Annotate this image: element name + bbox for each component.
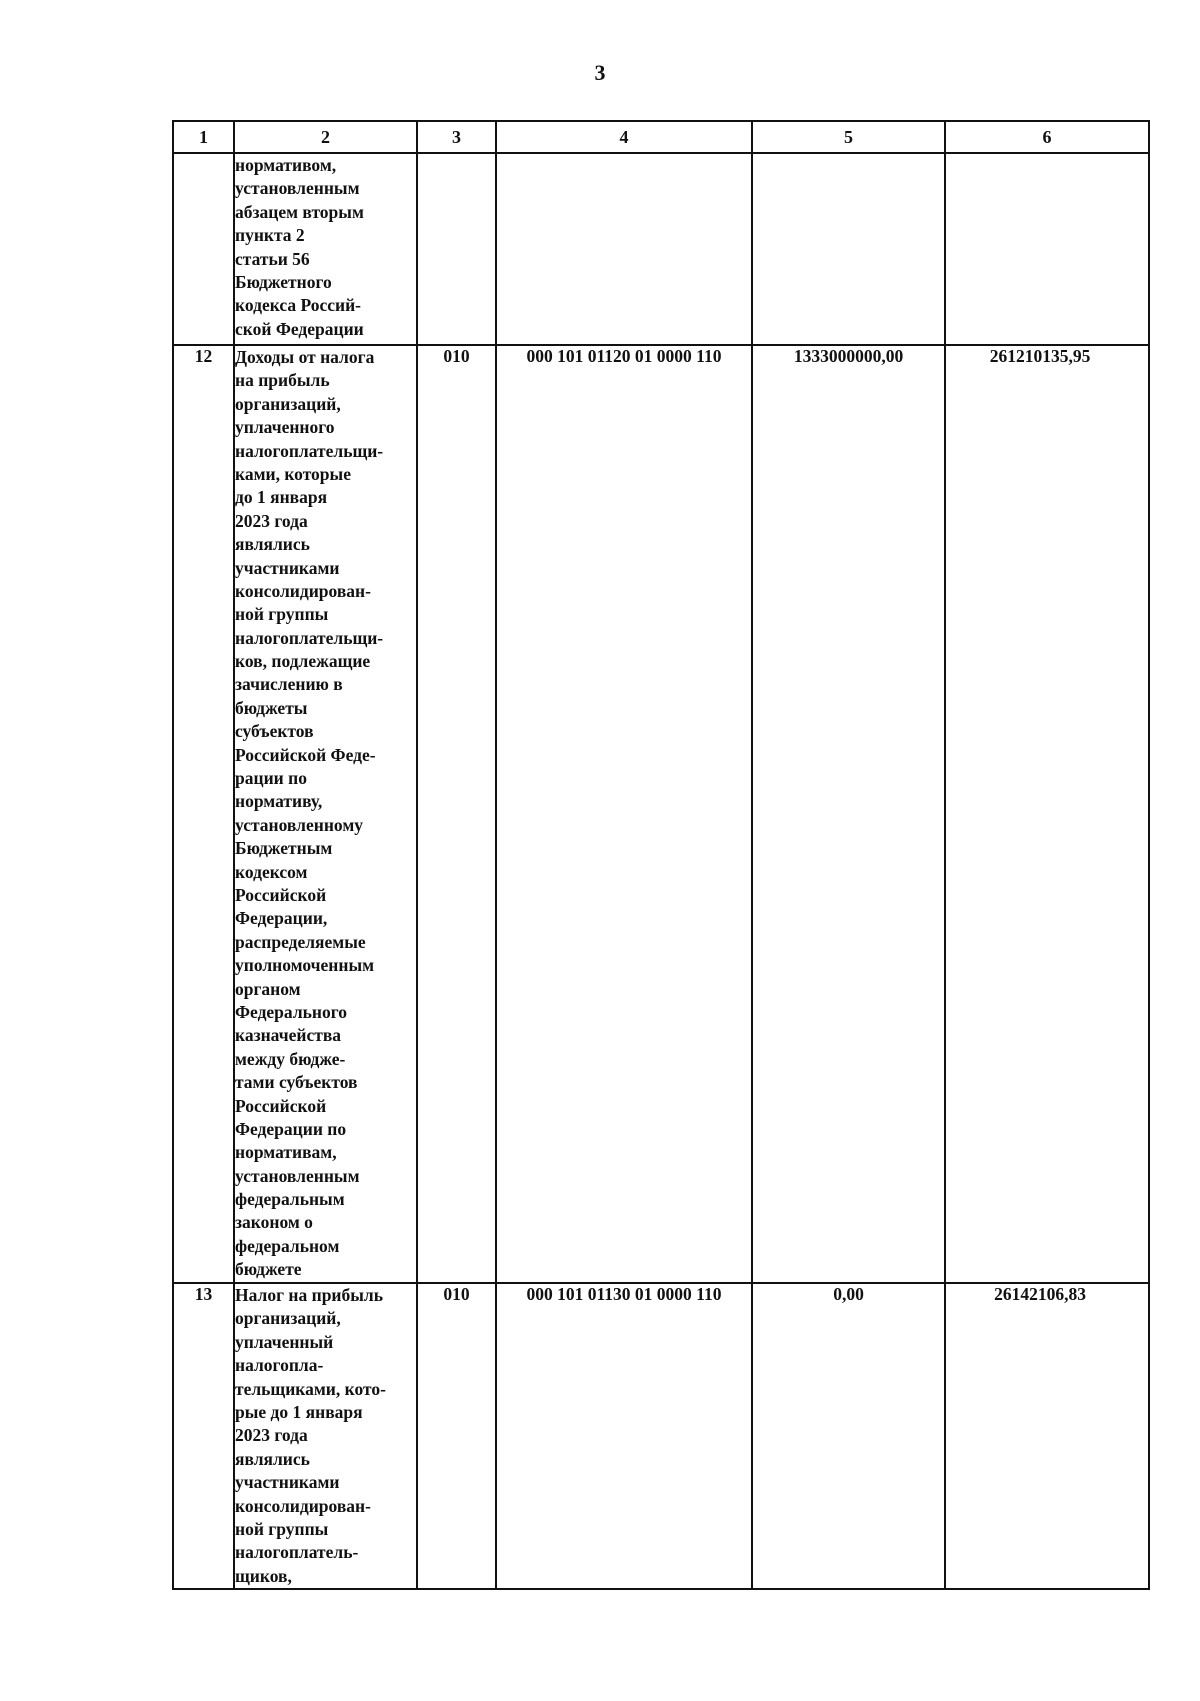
description-line: установленному <box>235 814 363 835</box>
description-line: федеральным <box>235 1189 345 1210</box>
table-row <box>173 345 1149 1283</box>
description-line: бюджеты <box>235 697 308 718</box>
row-number: 13 <box>173 1283 234 1589</box>
description-line: Российской Феде- <box>235 744 376 765</box>
row-description <box>234 1283 417 1589</box>
row-amount-col6: 261210135,95 <box>945 345 1149 1283</box>
row-amount-col5 <box>752 153 945 345</box>
description-line: нормативом, <box>235 155 337 175</box>
description-line: Бюджетным <box>235 838 333 859</box>
row-code <box>417 153 496 345</box>
row-kbk <box>496 153 752 345</box>
description-line: Налог на прибыль <box>235 1285 383 1305</box>
description-line: до 1 января <box>235 487 328 508</box>
description-line: статьи 56 <box>235 248 310 269</box>
description-line: тельщиками, кото- <box>235 1378 386 1399</box>
revenue-table <box>172 120 1150 1590</box>
description-line: казначейства <box>235 1025 342 1046</box>
description-line: тами субъектов <box>235 1072 358 1093</box>
description-line: щиков, <box>235 1565 292 1586</box>
row-amount-col6: 26142106,83 <box>945 1283 1149 1589</box>
description-line: абзацем вторым <box>235 201 364 222</box>
header-col-4: 4 <box>496 121 752 153</box>
description-line: Российской <box>235 1095 327 1116</box>
description-line: субъектов <box>235 721 314 742</box>
description-line: уплаченный <box>235 1331 334 1352</box>
row-amount-col5: 1333000000,00 <box>752 345 945 1283</box>
description-line: уполномоченным <box>235 955 375 976</box>
description-line: Доходы от налога <box>235 347 375 367</box>
row-code: 010 <box>417 1283 496 1589</box>
description-line: между бюдже- <box>235 1048 346 1069</box>
description-line: налогоплательщи- <box>235 627 384 648</box>
description-line: консолидирован- <box>235 1495 371 1516</box>
row-amount-col6 <box>945 153 1149 345</box>
description-line: зачислению в <box>235 674 343 695</box>
header-col-2: 2 <box>234 121 417 153</box>
description-line: Федерации, <box>235 908 328 929</box>
description-line: органом <box>235 978 301 999</box>
description-line: ной группы <box>235 1518 329 1539</box>
row-description <box>234 345 417 1283</box>
description-line: участниками <box>235 1472 340 1493</box>
description-line: являлись <box>235 534 310 555</box>
description-line: 2023 года <box>235 510 308 531</box>
description-line: Федерации по <box>235 1118 347 1139</box>
table-row <box>173 1283 1149 1589</box>
description-line: участниками <box>235 557 340 578</box>
description-line: налогоплатель- <box>235 1542 359 1563</box>
page-number: 3 <box>594 60 606 85</box>
description-line: Бюджетного <box>235 271 332 292</box>
description-line: организаций, <box>235 393 341 414</box>
description-line: Федерального <box>235 1001 347 1022</box>
header-col-1: 1 <box>173 121 234 153</box>
description-line: законом о <box>235 1212 313 1233</box>
description-line: ков, подлежащие <box>235 651 371 672</box>
description-line: федеральном <box>235 1235 340 1256</box>
description-line: нормативам, <box>235 1142 337 1163</box>
description-line: установленным <box>235 1165 360 1186</box>
description-line: организаций, <box>235 1308 341 1329</box>
row-number <box>173 153 234 345</box>
description-line: ной группы <box>235 604 329 625</box>
row-kbk: 000 101 01120 01 0000 110 <box>496 345 752 1283</box>
description-line: налогопла- <box>235 1355 324 1376</box>
row-kbk: 000 101 01130 01 0000 110 <box>496 1283 752 1589</box>
row-amount-col5: 0,00 <box>752 1283 945 1589</box>
description-line: на прибыль <box>235 370 330 391</box>
description-line: налогоплательщи- <box>235 440 384 461</box>
description-line: уплаченного <box>235 417 335 438</box>
description-line: распределяемые <box>235 931 366 952</box>
header-col-6: 6 <box>945 121 1149 153</box>
description-line: бюджете <box>235 1259 302 1280</box>
description-line: являлись <box>235 1448 310 1469</box>
row-description <box>234 153 417 345</box>
row-code: 010 <box>417 345 496 1283</box>
table-row <box>173 153 1149 345</box>
description-line: пункта 2 <box>235 225 305 246</box>
header-row <box>173 121 1149 153</box>
description-line: ками, которые <box>235 463 351 484</box>
header-col-5: 5 <box>752 121 945 153</box>
description-line: установленным <box>235 178 360 199</box>
header-col-3: 3 <box>417 121 496 153</box>
description-line: кодекса Россий- <box>235 295 362 316</box>
description-line: Российской <box>235 884 327 905</box>
description-line: кодексом <box>235 861 308 882</box>
description-line: рые до 1 января <box>235 1401 363 1422</box>
description-line: ской Федерации <box>235 318 364 339</box>
row-number: 12 <box>173 345 234 1283</box>
description-line: консолидирован- <box>235 580 371 601</box>
description-line: 2023 года <box>235 1425 308 1446</box>
description-line: рации по <box>235 768 307 789</box>
description-line: нормативу, <box>235 791 323 812</box>
